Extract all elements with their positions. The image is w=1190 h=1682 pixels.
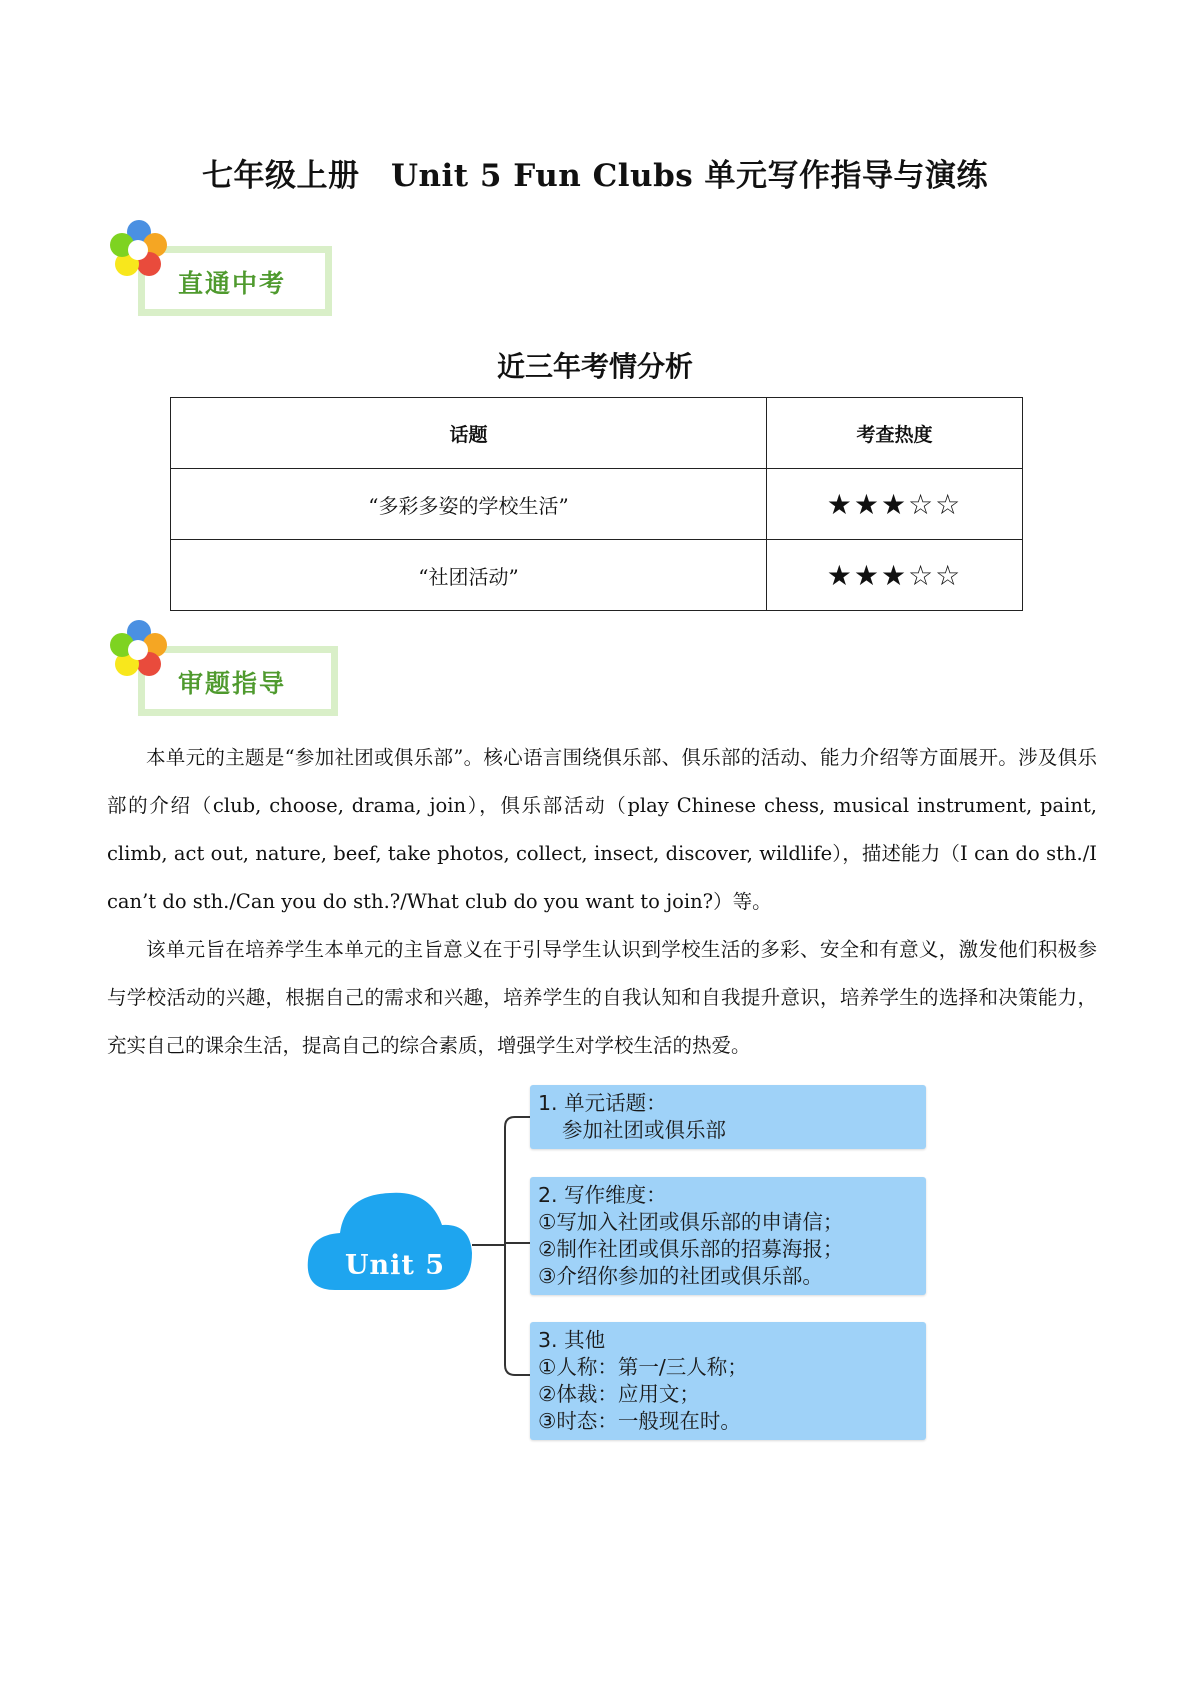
star-rating: ★★★☆☆ — [826, 558, 963, 592]
badge-label-review: 审题指导 — [178, 669, 287, 698]
branch-line: ③时态：一般现在时。 — [538, 1409, 741, 1433]
header-heat: 考查热度 — [767, 398, 1023, 469]
branch-line: 参加社团或俱乐部 — [562, 1118, 726, 1142]
heat-cell — [767, 469, 1023, 540]
table-header-row — [171, 398, 1023, 469]
topic-cell: “社团活动” — [171, 540, 767, 611]
flower-icon — [108, 618, 170, 680]
mindmap — [300, 1075, 940, 1445]
page-title: 七年级上册 Unit 5 Fun Clubs 单元写作指导与演练 — [201, 158, 989, 194]
analysis-title: 近三年考情分析 — [496, 350, 693, 383]
branch-line: ②体裁：应用文； — [538, 1382, 700, 1406]
branch-line: ①写加入社团或俱乐部的申请信； — [538, 1210, 844, 1234]
mindmap-branch-dimensions — [530, 1177, 926, 1295]
section-badge-review — [108, 618, 338, 728]
table-row — [171, 469, 1023, 540]
paragraph-theme: 本单元的主题是“参加社团或俱乐部”。核心语言围绕俱乐部、俱乐部的活动、能力介绍等方面展开。涉及俱乐部的介绍（club, choose, drama, join），俱乐部活动（play Chinese chess, musical instrument, paint, climb, act out, nature, beef, take photos, collect, insect, discover, wildlife），描述能力（I can do sth./I can’t do sth./Can you do sth.?/What club do you want to join?）等。 — [107, 746, 1097, 913]
mindmap-center: Unit 5 — [344, 1250, 446, 1281]
branch-line: ③介绍你参加的社团或俱乐部。 — [538, 1264, 823, 1288]
paragraph-purpose: 该单元旨在培养学生本单元的主旨意义在于引导学生认识到学校生活的多彩、安全和有意义，激发他们积极参与学校活动的兴趣，根据自己的需求和兴趣，培养学生的自我认知和自我提升意识，培养学生的选择和决策能力，充实自己的课余生活，提高自己的综合素质，增强学生对学校生活的热爱。 — [107, 938, 1097, 1057]
branch-line: 3. 其他 — [538, 1328, 606, 1352]
flower-icon — [108, 218, 170, 280]
mindmap-branch-other — [530, 1322, 926, 1440]
header-topic: 话题 — [171, 398, 767, 469]
topic-cell: “多彩多姿的学校生活” — [171, 469, 767, 540]
section-badge-exam — [108, 218, 338, 328]
table-row — [171, 540, 1023, 611]
star-rating: ★★★☆☆ — [826, 487, 963, 521]
heat-cell — [767, 540, 1023, 611]
mindmap-branch-topic — [530, 1085, 926, 1149]
branch-line: ①人称：第一/三人称； — [538, 1355, 748, 1379]
branch-line: 2. 写作维度： — [538, 1183, 667, 1207]
branch-line: 1. 单元话题： — [538, 1091, 667, 1115]
badge-label-exam: 直通中考 — [178, 269, 287, 298]
analysis-table — [170, 397, 1023, 611]
branch-line: ②制作社团或俱乐部的招募海报； — [538, 1237, 844, 1261]
